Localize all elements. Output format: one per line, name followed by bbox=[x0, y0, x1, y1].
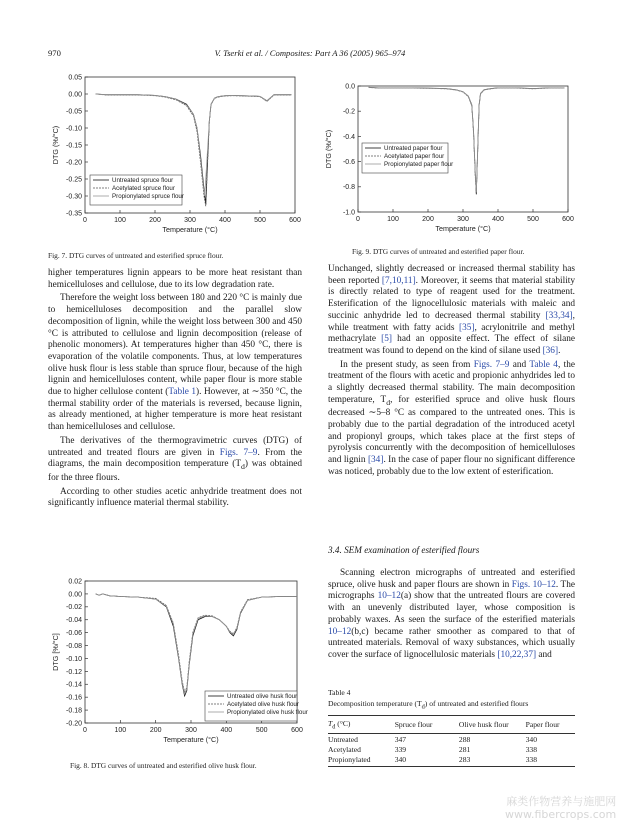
table-number: Table 4 bbox=[328, 688, 351, 697]
table-cell: 340 bbox=[395, 754, 459, 766]
fig8-caption: Fig. 8. DTG curves of untreated and esterified olive husk flour. bbox=[70, 761, 257, 770]
y-tick-label: -0.18 bbox=[66, 707, 82, 715]
legend-label: Untreated olive husk flour bbox=[227, 693, 298, 700]
ref-link[interactable]: [10,22,37] bbox=[497, 649, 537, 660]
fig8-dtg-olive-husk-chart bbox=[45, 574, 315, 752]
paragraph: Therefore the weight loss between 180 and 220 °C is mainly due to hemicelluloses decomposition and the parallel slow decomposition of lignin, while the weight loss between 300 and 450 °C is attributed to cellulose and lignin decomposition (release of phenolic monomers). At temperatures higher than 450 °C, there is evaporation of the volatile components. Thus, at low temperatures olive husk flour is less stable than spruce flour, because of the high lignin and hemicelluloses content, while paper flour is more stable due to higher cellulose content (Table 1). However, at ∼350 °C, the thermal stability order of the materials is reversed, because lignin, as already mentioned, at higher temperature is more heat resistant than hemicelluloses and cellulose. bbox=[48, 293, 302, 433]
x-tick-label: 200 bbox=[422, 216, 434, 223]
table-cell: Propionylated bbox=[328, 754, 395, 766]
table-caption: Decomposition temperature $(T_d)$ of untreated and esterified flours bbox=[328, 699, 529, 711]
col-header: $T_d$ (°C) bbox=[328, 715, 395, 734]
right-column-text bbox=[328, 264, 575, 479]
table-header-row bbox=[328, 715, 575, 734]
x-tick-label: 200 bbox=[149, 217, 161, 224]
x-tick-label: 0 bbox=[83, 727, 87, 734]
left-column-text bbox=[48, 268, 302, 510]
y-tick-label: -0.30 bbox=[66, 193, 82, 201]
ref-link[interactable]: [33,34] bbox=[545, 310, 573, 321]
x-tick-label: 500 bbox=[527, 216, 539, 223]
fig7-caption: Fig. 7. DTG curves of untreated and esterified spruce flour. bbox=[48, 251, 224, 260]
series-line-3 bbox=[369, 87, 565, 191]
y-tick-label: 0.0 bbox=[345, 83, 355, 91]
col-header: Olive husk flour bbox=[459, 715, 526, 734]
decomposition-table bbox=[328, 715, 575, 767]
x-axis-label: Temperature (°C) bbox=[163, 735, 219, 744]
table-4-link[interactable]: Table 4 bbox=[529, 359, 558, 370]
watermark-line: www.fibercrops.com bbox=[505, 808, 617, 821]
legend-label: Untreated paper flour bbox=[384, 145, 443, 152]
series-line-1 bbox=[96, 594, 297, 696]
y-tick-label: -0.4 bbox=[342, 133, 355, 141]
paragraph: higher temperatures lignin appears to be more heat resistant than hemicelluloses and cellulose, due to its low degradation rate. bbox=[48, 268, 302, 290]
fig9-caption: Fig. 9. DTG curves of untreated and esterified paper flour. bbox=[352, 247, 525, 256]
x-tick-label: 600 bbox=[291, 727, 303, 734]
x-tick-label: 0 bbox=[356, 216, 360, 223]
ref-link[interactable]: [5] bbox=[381, 334, 393, 345]
table-cell: 338 bbox=[525, 744, 537, 754]
x-tick-label: 100 bbox=[114, 727, 127, 734]
table-cell: Acetylated bbox=[328, 744, 361, 754]
table-cell: 347 bbox=[394, 734, 407, 744]
table-cell: 340 bbox=[525, 734, 537, 744]
x-axis-label: Temperature (°C) bbox=[162, 225, 218, 234]
y-tick-label: -0.25 bbox=[66, 176, 82, 184]
y-tick-label: -0.8 bbox=[342, 184, 355, 192]
table-row bbox=[328, 754, 575, 766]
y-tick-label: -0.15 bbox=[66, 142, 82, 150]
figs-link[interactable]: 10–12 bbox=[328, 626, 352, 637]
series-line-2 bbox=[369, 88, 565, 194]
ref-link[interactable]: [34] bbox=[367, 455, 384, 466]
table-cell: 281 bbox=[458, 744, 471, 754]
x-tick-label: 100 bbox=[114, 217, 126, 224]
paragraph: Unchanged, slightly decreased or increased thermal stability has been reported [7,10,11]. Moreover, it seems that material stability is directly related to type of reagent used for the treatment. Esterification of the lignocellulosic materials with maleic and succinic anhydride led to decreased thermal stability [33,34], while treatment with fatty acids [35], acrylonitrile and methyl methacrylate [5] had an opposite effect. The effect of silane treatment was found to depend on the kind of silane used [36]. bbox=[328, 264, 576, 356]
x-tick-label: 600 bbox=[562, 216, 574, 223]
x-tick-label: 100 bbox=[387, 216, 399, 223]
y-tick-label: -0.20 bbox=[66, 720, 82, 728]
figs-7-9-link[interactable]: Figs. 7–9 bbox=[219, 447, 258, 458]
watermark-line: 麻类作物营养与施肥网 bbox=[506, 795, 617, 808]
series-line-1 bbox=[369, 87, 565, 194]
figs-link[interactable]: Figs. 7–9 bbox=[473, 359, 510, 370]
y-tick-label: -0.14 bbox=[66, 681, 82, 689]
y-tick-label: -0.08 bbox=[66, 642, 82, 650]
y-tick-label: -0.02 bbox=[66, 604, 82, 612]
fig7-dtg-spruce-chart bbox=[45, 68, 315, 243]
y-tick-label: -0.16 bbox=[66, 694, 82, 702]
paragraph: The derivatives of the thermogravimetric curves (DTG) of untreated and treated flours are given in Figs. 7–9. From the diagrams, the main decomposition temperature $(T_d)$ was obtained for the three flours. bbox=[48, 435, 302, 483]
ref-link[interactable]: [35] bbox=[458, 322, 475, 333]
table-cell: 338 bbox=[526, 754, 575, 766]
fig9-dtg-paper-chart bbox=[320, 73, 585, 241]
table-cell: 339 bbox=[394, 744, 407, 754]
legend-label: Acetylated paper flour bbox=[384, 153, 445, 160]
section-heading: 3.4. SEM examination of esterified flours bbox=[328, 545, 480, 555]
paragraph: Scanning electron micrographs of untreated and esterified spruce, olive husk and paper flours are shown in Figs. 10–12. The micrographs 10–12(a) show that the untreated flours are covered with an unevenly distributed layer, whose composition is probably waxes. As seen the surface of the esterified materials 10–12(b,c) became rather smoother as compared to that of untreated materials. Removal of waxy substances, which usually cover the surface of lignocellulosic materials [10,22,37] and bbox=[328, 568, 576, 660]
x-tick-label: 600 bbox=[289, 217, 301, 224]
y-tick-label: 0.00 bbox=[68, 591, 82, 599]
y-tick-label: -0.05 bbox=[66, 108, 82, 116]
paragraph: In the present study, as seen from Figs. 7–9 and Table 4, the treatment of the flours with acetic and propionic anhydrides led to a slightly decreased thermal stability. The main decomposition temperature, $T_d$, for esterified spruce and olive husk flours decreased ∼5–8 °C as compared to the untreated ones. This is probably due to the partial degradation of the introduced acetyl and propionyl groups, which takes place at the first steps of pyrolysis concurrently with the decomposition of hemicelluloses and lignin [34]. In the case of paper flour no significant difference was noticed, probably due to the low extent of esterification. bbox=[328, 359, 575, 477]
paragraph: According to other studies acetic anhydride treatment does not significantly influence material thermal stability. bbox=[48, 486, 302, 509]
table-row bbox=[328, 744, 575, 754]
y-tick-label: -0.10 bbox=[66, 125, 82, 133]
legend-label: Untreated spruce flour bbox=[112, 177, 174, 184]
col-header: Paper flour bbox=[526, 715, 575, 734]
x-tick-label: 400 bbox=[492, 216, 504, 223]
x-tick-label: 400 bbox=[220, 727, 233, 734]
x-axis-label: Temperature (°C) bbox=[435, 224, 491, 233]
table-row bbox=[328, 734, 575, 745]
table-cell: Untreated bbox=[328, 734, 358, 744]
x-tick-label: 300 bbox=[457, 216, 469, 223]
y-tick-label: -0.6 bbox=[342, 159, 355, 166]
series-line-2 bbox=[96, 594, 297, 692]
ref-link[interactable]: [36] bbox=[542, 345, 559, 356]
x-tick-label: 400 bbox=[219, 217, 231, 224]
table-1-link[interactable]: Table 1 bbox=[168, 387, 197, 398]
y-axis-label: DTG [%/°C] bbox=[51, 633, 60, 671]
x-tick-label: 200 bbox=[149, 727, 162, 734]
y-tick-label: -0.04 bbox=[66, 617, 82, 625]
y-tick-label: 0.00 bbox=[68, 91, 82, 99]
page-number: 970 bbox=[48, 48, 61, 58]
legend-label: Propionylated spruce flour bbox=[112, 193, 184, 200]
table-cell: 283 bbox=[459, 754, 526, 766]
legend-label: Propionylated olive husk flour bbox=[227, 709, 308, 716]
x-tick-label: 300 bbox=[184, 217, 196, 224]
x-tick-label: 500 bbox=[255, 727, 268, 734]
col-header: Spruce flour bbox=[395, 715, 459, 734]
y-tick-label: -0.20 bbox=[66, 159, 82, 167]
y-axis-label: DTG (%/°C) bbox=[324, 129, 333, 169]
figs-link[interactable]: 10–12 bbox=[377, 591, 401, 602]
figs-link[interactable]: Figs. 10–12 bbox=[511, 579, 556, 590]
legend-label: Propionylated paper flour bbox=[384, 161, 454, 168]
right-column-text-2 bbox=[328, 568, 575, 662]
running-header: V. Tserki et al. / Composites: Part A 36 (2005) 965–974 bbox=[214, 48, 406, 58]
y-tick-label: -0.06 bbox=[66, 630, 82, 638]
watermark bbox=[505, 795, 616, 821]
y-tick-label: -0.10 bbox=[66, 655, 82, 663]
series-line-3 bbox=[96, 594, 297, 694]
y-tick-label: -1.0 bbox=[342, 209, 355, 217]
x-tick-label: 0 bbox=[83, 217, 87, 224]
legend-label: Acetylated olive husk flour bbox=[227, 701, 299, 708]
x-tick-label: 300 bbox=[185, 727, 197, 734]
x-tick-label: 500 bbox=[254, 217, 266, 224]
legend-label: Acetylated spruce flour bbox=[112, 185, 175, 192]
y-tick-label: 0.05 bbox=[68, 74, 82, 82]
y-tick-label: 0.02 bbox=[68, 578, 82, 586]
y-axis-label: DTG (%/°C) bbox=[51, 125, 60, 165]
y-tick-label: -0.35 bbox=[66, 210, 82, 218]
ref-link[interactable]: [7,10,11] bbox=[381, 275, 416, 286]
table-4 bbox=[328, 688, 575, 767]
y-tick-label: -0.2 bbox=[342, 108, 355, 116]
y-tick-label: -0.12 bbox=[66, 668, 82, 676]
table-cell: 288 bbox=[458, 734, 471, 744]
